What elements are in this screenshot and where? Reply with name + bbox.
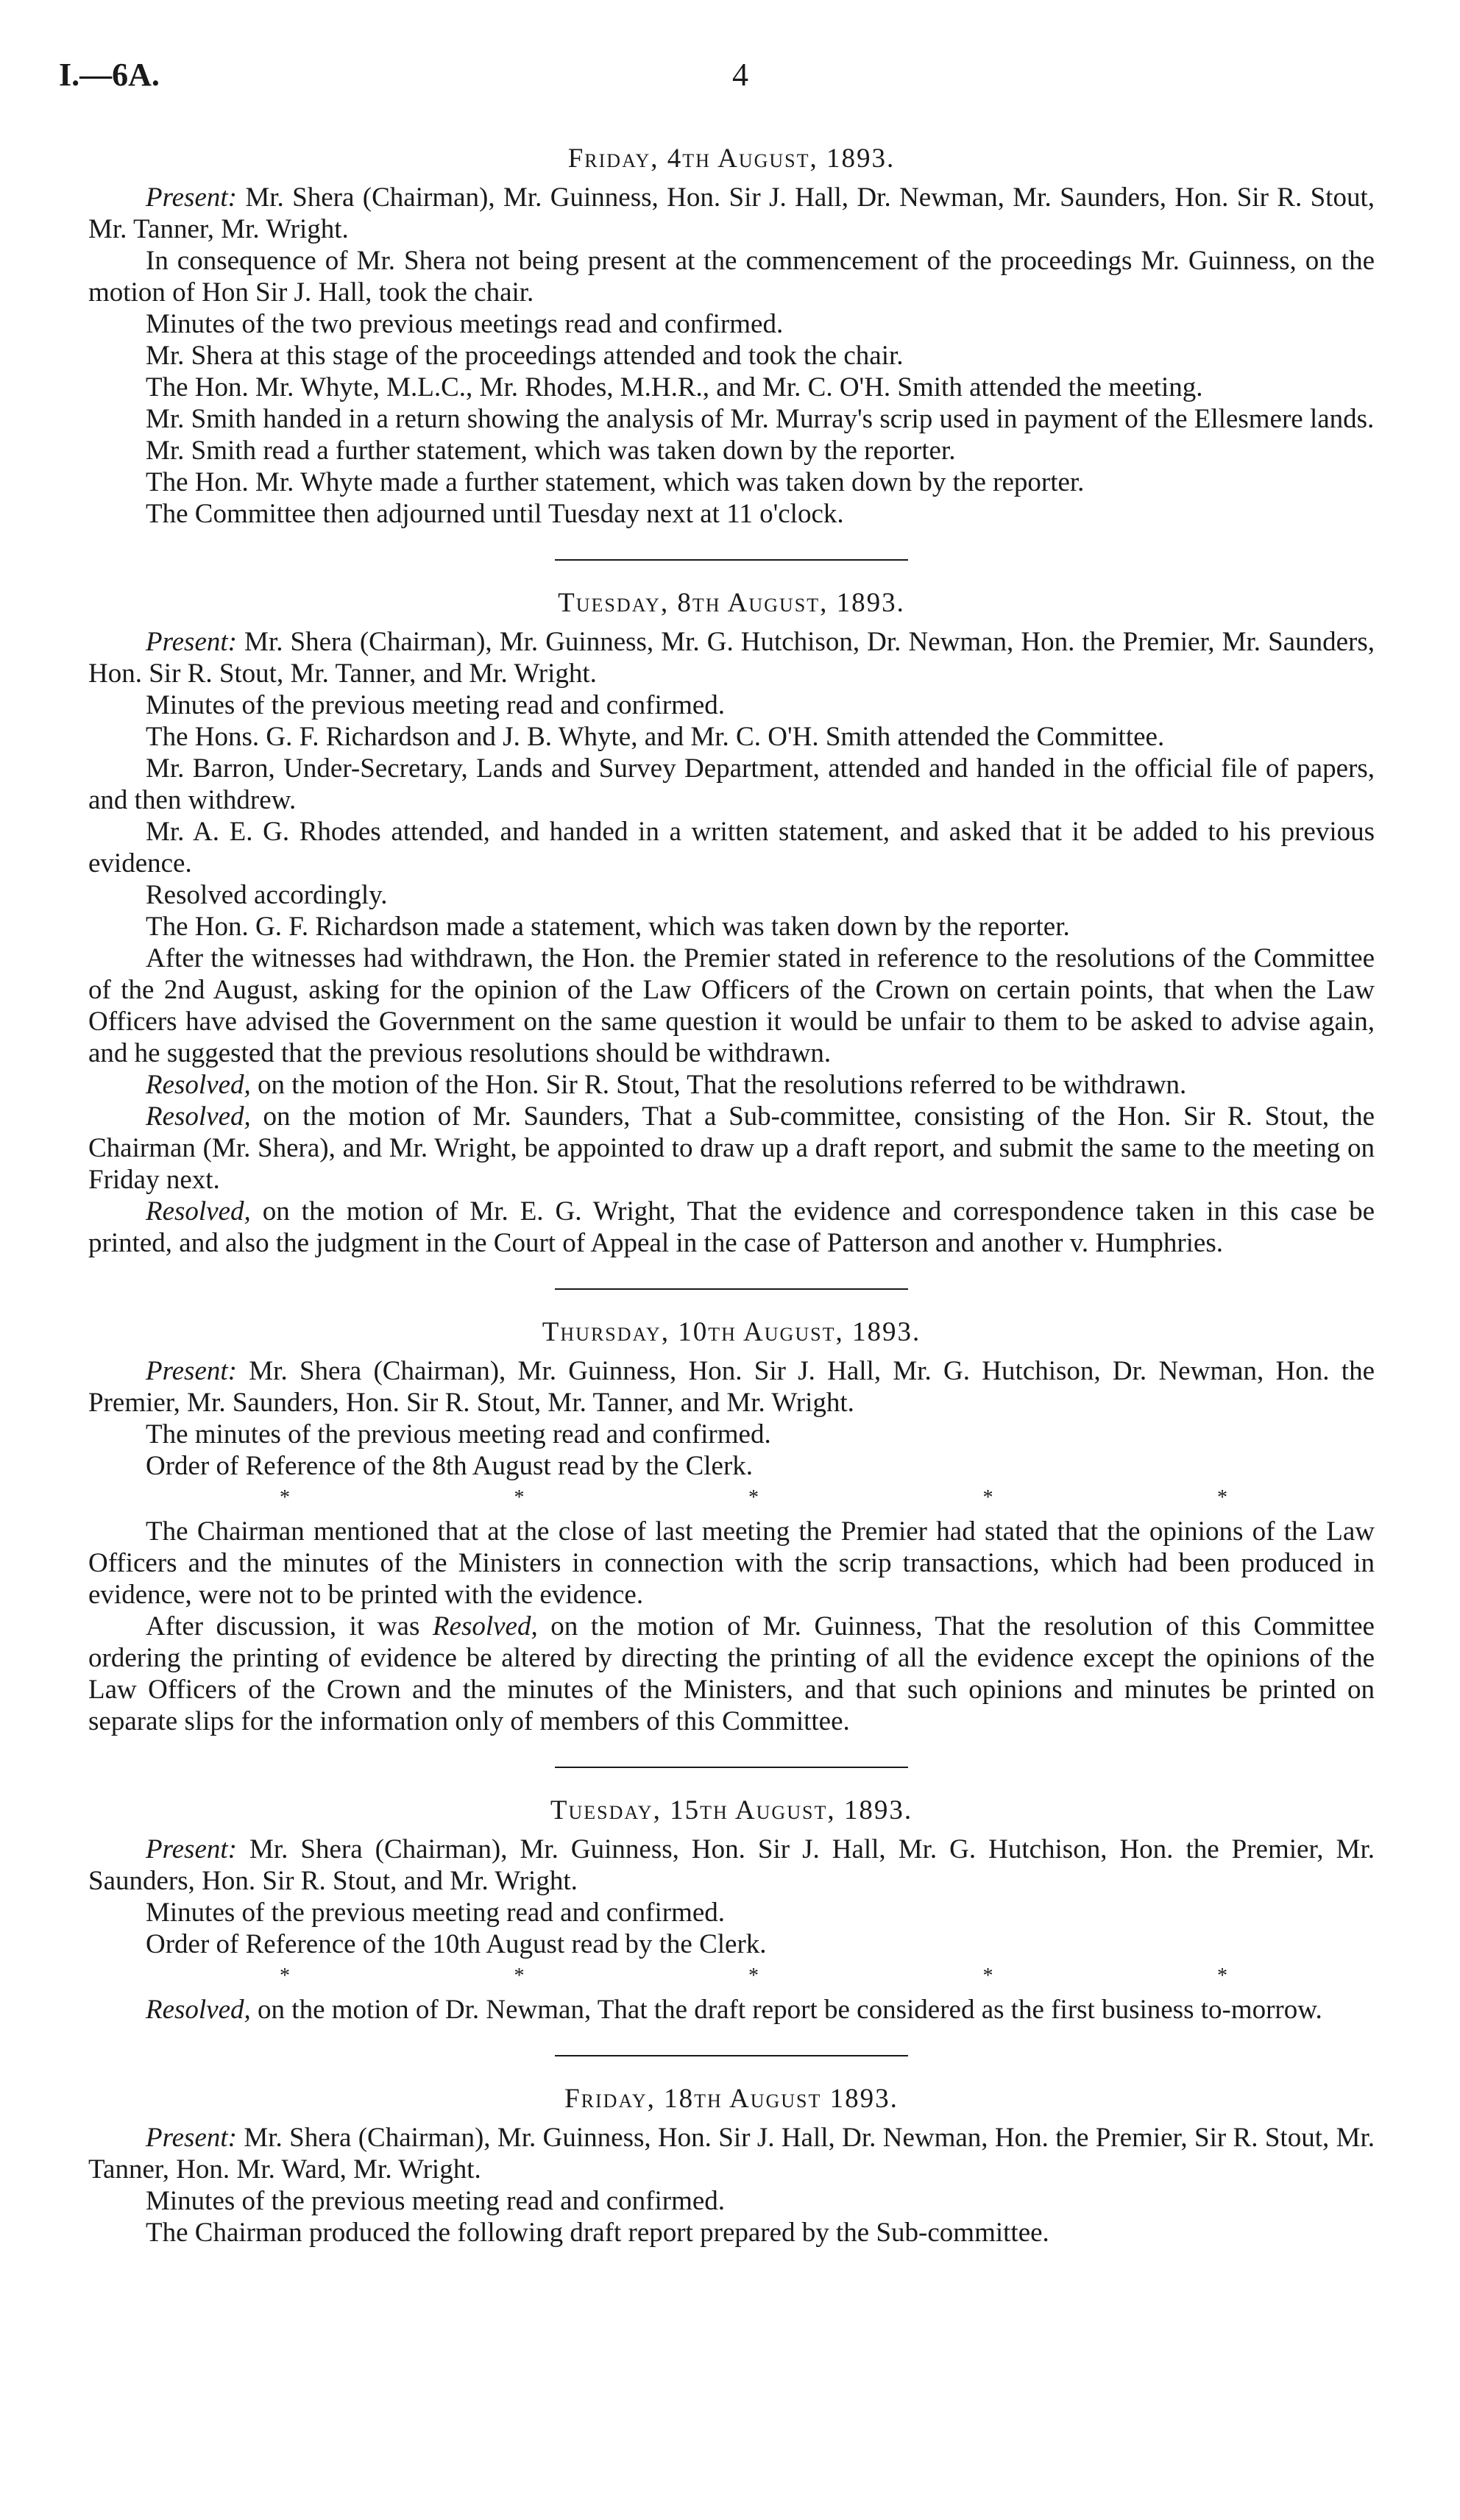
paragraph-text: The Hon. G. F. Richardson made a statement, which was taken down by the reporter. [146, 912, 1070, 942]
meeting-date-heading: Friday, 18th August 1893. [564, 2084, 899, 2114]
minutes-paragraph [88, 435, 1375, 466]
paragraph-text: Minutes of the previous meeting read and confirmed. [146, 2186, 726, 2216]
meeting-section [88, 587, 1375, 1259]
paragraph-text: Mr. Shera (Chairman), Mr. Guinness, Mr. G. Hutchison, Dr. Newman, Hon. the Premier, Mr. Saunders, Hon. Sir R. Stout, Mr. Tanner, and Mr. Wright. [88, 627, 1375, 689]
minutes-paragraph [88, 1069, 1375, 1101]
paragraph-lead: Resolved, [432, 1611, 538, 1641]
minutes-paragraph [88, 1897, 1375, 1928]
paragraph-lead: Present: [146, 1356, 237, 1386]
minutes-paragraph [88, 911, 1375, 943]
meeting-section [88, 1795, 1375, 2026]
minutes-paragraph [88, 1450, 1375, 1482]
paragraph-lead: Present: [146, 1834, 237, 1864]
paragraph-lead: Present: [146, 627, 237, 657]
minutes-paragraph [88, 943, 1375, 1069]
meeting-date-heading: Thursday, 10th August, 1893. [542, 1317, 921, 1347]
paragraph-lead: Resolved, [146, 1070, 251, 1100]
minutes-paragraph [88, 182, 1375, 245]
section-divider [555, 1288, 908, 1290]
asterisk: * [514, 1486, 525, 1509]
minutes-paragraph [88, 498, 1375, 530]
paragraph-prefix: After discussion, it was [146, 1611, 433, 1641]
minutes-paragraph [88, 2185, 1375, 2217]
meeting-date-heading: Friday, 4th August, 1893. [567, 143, 896, 174]
paragraph-text: Mr. Smith read a further statement, which was taken down by the reporter. [146, 436, 956, 466]
minutes-paragraph [88, 753, 1375, 816]
paragraph-text: Minutes of the previous meeting read and confirmed. [146, 690, 726, 720]
paragraph-text: After the witnesses had withdrawn, the Hon. the Premier stated in reference to the resolutions of the Committee of the 2nd August, asking for the opinion of the Law Officers of the Crown on certain points, that when the Law Officers have advised the Government on the same question it would be unfair to them to be asked to advise again, and he suggested that the previous resolutions should be withdrawn. [88, 943, 1375, 1068]
paragraph-text: The Chairman mentioned that at the close of last meeting the Premier had stated that the opinions of the Law Officers and the minutes of the Ministers in connection with the scrip transactions, which had been produced in evidence, were not to be printed with the evidence. [88, 1516, 1375, 1610]
paragraph-text: Mr. Shera (Chairman), Mr. Guinness, Hon. Sir J. Hall, Mr. G. Hutchison, Hon. the Premier, Mr. Saunders, Hon. Sir R. Stout, and Mr. Wright. [88, 1834, 1375, 1896]
paragraph-text: Minutes of the previous meeting read and confirmed. [146, 1898, 726, 1928]
minutes-paragraph [88, 308, 1375, 340]
paragraph-lead: Present: [146, 182, 237, 213]
paragraph-text: In consequence of Mr. Shera not being present at the commencement of the proceedings Mr. Guinness, on the motion of Hon Sir J. Hall, took the chair. [88, 246, 1375, 308]
asterisk: * [748, 1486, 759, 1509]
page-number: 4 [732, 57, 748, 93]
minutes-paragraph [88, 626, 1375, 689]
minutes-paragraph [88, 721, 1375, 753]
minutes-paragraph [88, 1994, 1375, 2026]
meeting-section [88, 2083, 1375, 2249]
minutes-paragraph [88, 2122, 1375, 2185]
omission-asterisks [88, 1960, 1375, 1990]
meeting-section [88, 1316, 1375, 1737]
minutes-paragraph [88, 1419, 1375, 1450]
paragraph-text: Mr. Smith handed in a return showing the analysis of Mr. Murray's scrip used in payment of the Ellesmere lands. [146, 404, 1375, 434]
asterisk: * [280, 1486, 290, 1509]
minutes-paragraph [88, 1611, 1375, 1737]
paragraph-text: The Hon. Mr. Whyte made a further statement, which was taken down by the reporter. [146, 467, 1085, 497]
asterisk: * [748, 1964, 759, 1987]
omission-asterisks [88, 1482, 1375, 1511]
asterisk: * [280, 1964, 290, 1987]
paragraph-text: The Chairman produced the following draft report prepared by the Sub-committee. [146, 2218, 1049, 2248]
asterisk: * [1217, 1486, 1227, 1509]
paragraph-lead: Resolved, [146, 1995, 251, 2025]
paragraph-lead: Resolved, [146, 1101, 251, 1132]
running-header [59, 53, 1401, 97]
paragraph-text: on the motion of the Hon. Sir R. Stout, That the resolutions referred to be withdrawn. [250, 1070, 1187, 1100]
paragraph-text: The Committee then adjourned until Tuesday next at 11 o'clock. [146, 499, 844, 529]
paragraph-text: on the motion of Mr. E. G. Wright, That the evidence and correspondence taken in this case be printed, and also the judgment in the Court of Appeal in the case of Patterson and another v. Humphries. [88, 1196, 1375, 1258]
minutes-paragraph [88, 1516, 1375, 1611]
section-divider [555, 1767, 908, 1768]
paragraph-text: on the motion of Mr. Saunders, That a Sub-committee, consisting of the Hon. Sir R. Stout, the Chairman (Mr. Shera), and Mr. Wright, be appointed to draw up a draft report, and submit the same to the meeting on Friday next. [88, 1101, 1375, 1195]
paragraph-text: The Hons. G. F. Richardson and J. B. Whyte, and Mr. C. O'H. Smith attended the Committee. [146, 722, 1165, 752]
minutes-paragraph [88, 1355, 1375, 1419]
paragraph-text: Mr. Shera (Chairman), Mr. Guinness, Hon. Sir J. Hall, Dr. Newman, Hon. the Premier, Sir R. Stout, Mr. Tanner, Hon. Mr. Ward, Mr. Wright. [88, 2123, 1375, 2184]
paragraph-text: Mr. Shera (Chairman), Mr. Guinness, Hon. Sir J. Hall, Mr. G. Hutchison, Dr. Newman, Hon. the Premier, Mr. Saunders, Hon. Sir R. Stout, Mr. Tanner, and Mr. Wright. [88, 1356, 1375, 1418]
minutes-paragraph [88, 466, 1375, 498]
paragraph-text: The minutes of the previous meeting read and confirmed. [146, 1419, 771, 1449]
section-divider [555, 2055, 908, 2056]
minutes-paragraph [88, 1834, 1375, 1897]
meeting-date-heading: Tuesday, 8th August, 1893. [558, 588, 905, 618]
paragraph-text: The Hon. Mr. Whyte, M.L.C., Mr. Rhodes, M.H.R., and Mr. C. O'H. Smith attended the meeting. [146, 372, 1203, 402]
meeting-date-heading: Tuesday, 15th August, 1893. [550, 1795, 913, 1825]
minutes-paragraph [88, 1101, 1375, 1196]
paragraph-text: on the motion of Mr. Guinness, That the resolution of this Committee ordering the printing of evidence be altered by directing the printing of all the evidence except the opinions of the Law Officers of the Crown and the minutes of the Ministers, and that such opinions and minutes be printed on separate slips for the information only of members of this Committee. [88, 1611, 1375, 1736]
paragraph-text: Mr. A. E. G. Rhodes attended, and handed in a written statement, and asked that it be added to his previous evidence. [88, 817, 1375, 879]
minutes-paragraph [88, 2217, 1375, 2249]
paragraph-lead: Resolved, [146, 1196, 251, 1227]
document-reference: I.—6A. [59, 57, 160, 93]
meeting-section [88, 143, 1375, 530]
paragraph-text: Resolved accordingly. [146, 880, 388, 910]
minutes-paragraph [88, 340, 1375, 372]
paragraph-text: Mr. Barron, Under-Secretary, Lands and Survey Department, attended and handed in the official file of papers, and then withdrew. [88, 753, 1375, 815]
minutes-paragraph [88, 816, 1375, 879]
minutes-paragraph [88, 245, 1375, 308]
minutes-paragraph [88, 1928, 1375, 1960]
minutes-paragraph [88, 403, 1375, 435]
minutes-paragraph [88, 689, 1375, 721]
paragraph-text: Order of Reference of the 8th August read by the Clerk. [146, 1451, 754, 1481]
minutes-body [88, 132, 1375, 2249]
section-divider [555, 559, 908, 561]
minutes-paragraph [88, 1196, 1375, 1259]
paragraph-lead: Present: [146, 2123, 237, 2153]
paragraph-text: on the motion of Dr. Newman, That the draft report be considered as the first business to-morrow. [250, 1995, 1322, 2025]
asterisk: * [1217, 1964, 1227, 1987]
asterisk: * [514, 1964, 525, 1987]
minutes-paragraph [88, 879, 1375, 911]
paragraph-text: Mr. Shera at this stage of the proceedings attended and took the chair. [146, 341, 904, 371]
minutes-paragraph [88, 372, 1375, 403]
asterisk: * [982, 1486, 993, 1509]
asterisk: * [982, 1964, 993, 1987]
paragraph-text: Mr. Shera (Chairman), Mr. Guinness, Hon. Sir J. Hall, Dr. Newman, Mr. Saunders, Hon. Sir R. Stout, Mr. Tanner, Mr. Wright. [88, 182, 1375, 244]
paragraph-text: Order of Reference of the 10th August read by the Clerk. [146, 1929, 767, 1959]
paragraph-text: Minutes of the two previous meetings read and confirmed. [146, 309, 784, 339]
